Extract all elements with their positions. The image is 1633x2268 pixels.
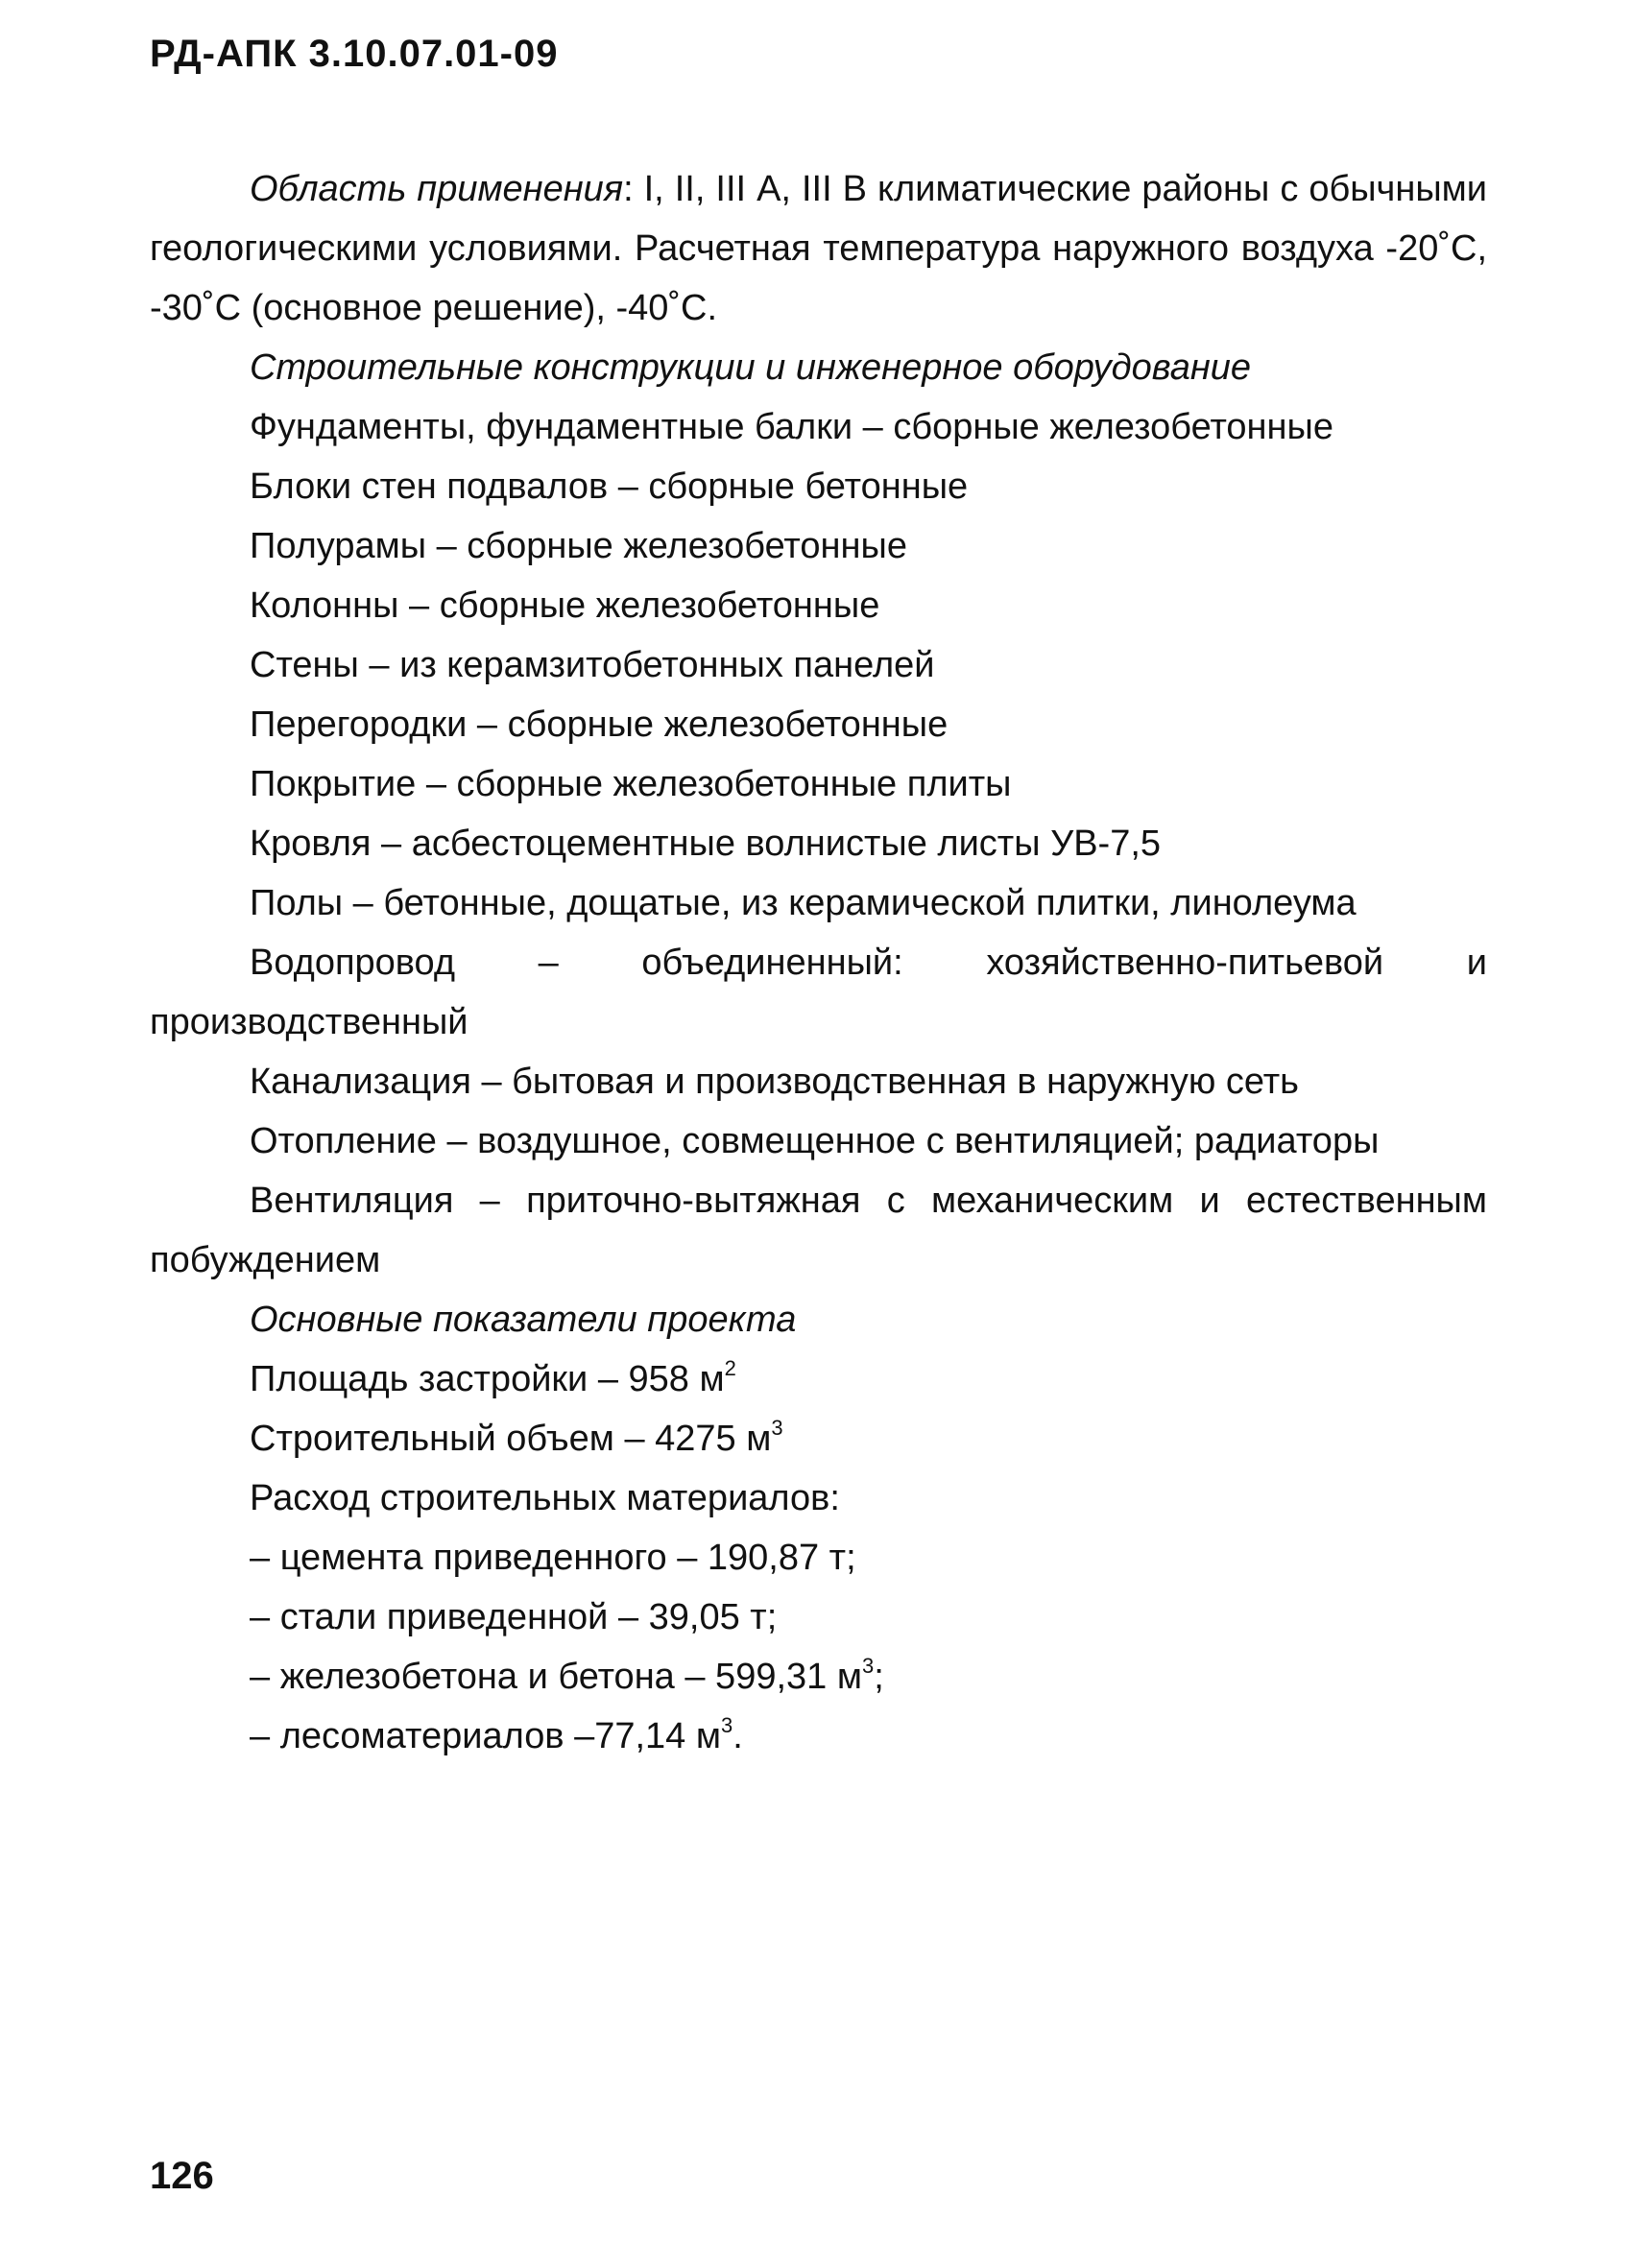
indicator-building-volume [150,1409,1487,1468]
material-item-steel [150,1588,1487,1647]
material-item-tail: ; [874,1657,884,1697]
indicator-building-area-sup: 2 [724,1356,736,1380]
construction-item-floors: Полы – бетонные, дощатые, из керамической плитки, линолеума [250,883,1357,923]
material-item-timber [150,1707,1487,1766]
construction-item-half-frames: Полурамы – сборные железобетонные [250,526,907,566]
construction-item-walls: Стены – из керамзитобетонных панелей [250,645,935,685]
scope-paragraph [150,159,1487,338]
page-number: 126 [150,2155,214,2197]
construction-item-partitions: Перегородки – сборные железобетонные [250,704,949,745]
construction-item-foundations: Фундаменты, фундаментные балки – сборные железобетонные [250,407,1333,447]
indicators-heading: Основные показатели проекта [250,1300,797,1340]
indicator-building-area [150,1349,1487,1409]
material-item-text: – железобетона и бетона – 599,31 м [250,1657,862,1697]
material-item-sup: 3 [861,1654,875,1678]
material-item-concrete [150,1647,1487,1707]
indicator-building-volume-text: Строительный объем – 4275 м [250,1419,772,1459]
construction-item-water-supply: Водопровод – объединенный: хозяйственно-питьевой и производственный [150,943,1487,1042]
material-item-tail: . [732,1716,743,1756]
construction-item-basement-walls: Блоки стен подвалов – сборные бетонные [250,466,969,507]
material-item-text: – стали приведенной – 39,05 т; [250,1597,778,1637]
constructions-heading: Строительные конструкции и инженерное оборудование [250,347,1252,388]
indicator-building-area-text: Площадь застройки – 958 м [250,1359,725,1399]
construction-item-roofing: Кровля – асбестоцементные волнистые листы УВ-7,5 [250,824,1162,864]
construction-item-heating: Отопление – воздушное, совмещенное с вентиляцией; радиаторы [250,1121,1380,1161]
indicator-building-volume-sup: 3 [771,1416,783,1440]
material-item-sup: 3 [720,1713,733,1737]
construction-item-sewerage: Канализация – бытовая и производственная в наружную сеть [250,1062,1299,1102]
material-item-cement [150,1528,1487,1588]
materials-intro: Расход строительных материалов: [250,1478,840,1518]
construction-item-columns: Колонны – сборные железобетонные [250,585,880,626]
construction-item-roof-slabs: Покрытие – сборные железобетонные плиты [250,764,1012,804]
construction-item-ventilation: Вентиляция – приточно-вытяжная с механическим и естественным побуждением [150,1181,1487,1280]
scope-label: Область применения [250,169,624,209]
document-body [150,159,1487,1766]
material-item-text: – цемента приведенного – 190,87 т; [250,1538,856,1578]
document-code-header: РД-АПК 3.10.07.01-09 [150,33,559,75]
scope-text: : I, II, III А, III В климатические районы с обычными геологическими условиями. Расчетная температура наружного воздуха -20˚С, -30˚С (основное решение), -40˚С. [150,169,1488,328]
material-item-text: – лесоматериалов –77,14 м [250,1716,721,1756]
